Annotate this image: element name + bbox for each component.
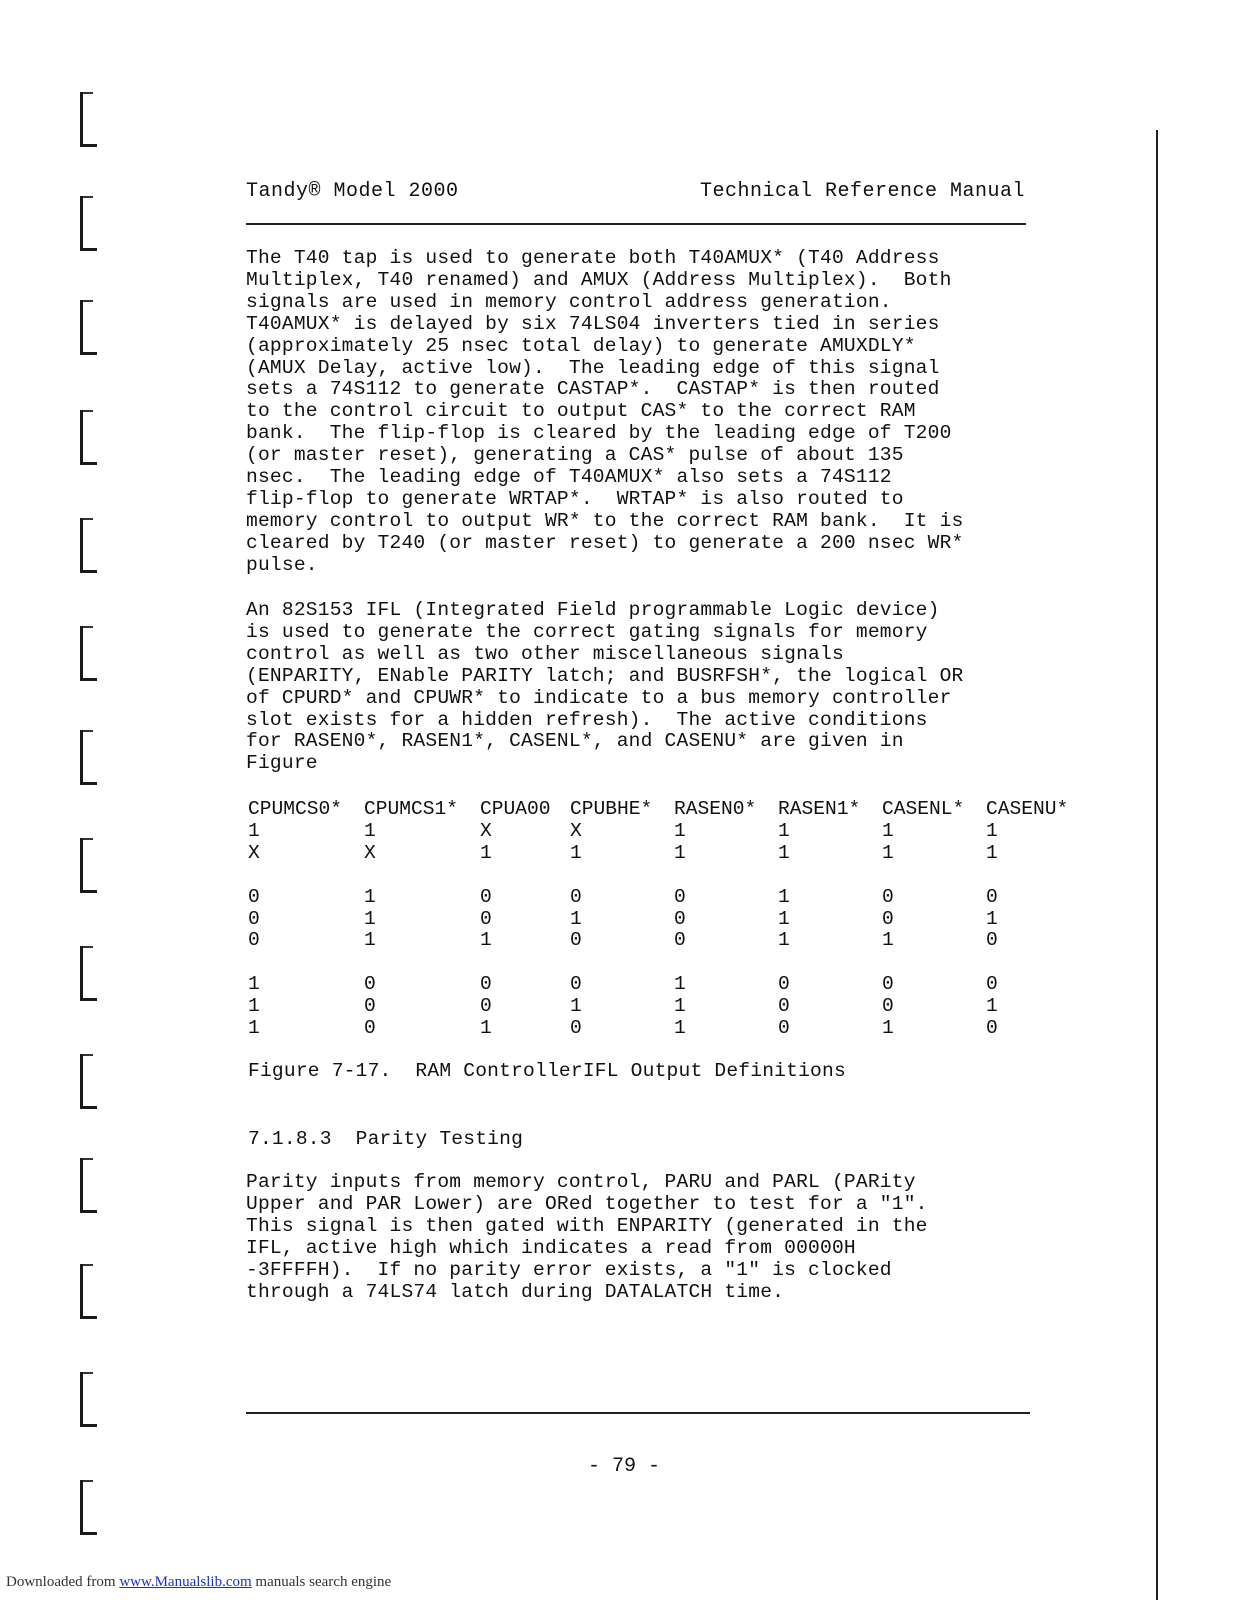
table-cell: 0	[986, 929, 998, 952]
table-cell: 0	[570, 929, 582, 952]
binding-mark	[80, 1054, 97, 1109]
table-cell: 0	[248, 929, 260, 952]
table-cell: 0	[986, 1017, 998, 1040]
manualslib-link[interactable]: www.Manualslib.com	[119, 1574, 252, 1590]
table-cell: 1	[248, 1017, 260, 1040]
table-cell: 1	[248, 819, 260, 842]
header-title: Tandy® Model 2000	[246, 180, 459, 203]
table-cell: 0	[570, 973, 582, 996]
column-header: CPUBHE*	[570, 798, 653, 820]
table-cell: 1	[986, 907, 998, 930]
column-header: RASEN1*	[778, 798, 861, 820]
table-row	[248, 909, 1086, 931]
table-cell: X	[248, 841, 260, 864]
table-cell: X	[480, 819, 492, 842]
table-cell: 0	[674, 929, 686, 952]
binding-mark	[80, 196, 97, 251]
table-cell: 1	[364, 819, 376, 842]
column-header: CPUA00	[480, 798, 551, 820]
download-footer	[6, 1574, 391, 1591]
table-cell: 0	[778, 1017, 790, 1040]
binding-mark	[80, 838, 97, 893]
table-cell: 1	[674, 995, 686, 1018]
table-cell: 0	[480, 995, 492, 1018]
table-cell: 1	[674, 841, 686, 864]
table-cell: 0	[882, 885, 894, 908]
table-cell: 1	[674, 973, 686, 996]
table-cell: 1	[570, 841, 582, 864]
paragraph-t40-tap: The T40 tap is used to generate both T40AMUX* (T40 Address Multiplex, T40 renamed) and AMUX (Address Multiplex). Both signals are used in memory control address generation. T40AMUX* is delayed by six 74LS04 inverters tied in series (approximately 25 nsec total delay) to generate AMUXDLY* (AMUX Delay, active low). The leading edge of this signal sets a 74S112 to generate CASTAP*. CASTAP* is then routed to the control circuit to output CAS* to the correct RAM bank. The flip-flop is cleared by the leading edge of T200 (or master reset), generating a CAS* pulse of about 135 nsec. The leading edge of T40AMUX* also sets a 74S112 flip-flop to generate WRTAP*. WRTAP* is also routed to memory control to output WR* to the correct RAM bank. It is cleared by T240 (or master reset) to generate a 200 nsec WR* pulse.	[246, 247, 964, 576]
table-cell: 0	[986, 973, 998, 996]
footer-suffix: manuals search engine	[251, 1574, 392, 1590]
binding-mark	[80, 730, 97, 785]
paragraph-parity: Parity inputs from memory control, PARU and PARL (PARity Upper and PAR Lower) are ORed together to test for a "1". This signal is then gated with ENPARITY (generated in the IFL, active high which indicates a read from 00000H -3FFFFH). If no parity error exists, a "1" is clocked through a 74LS74 latch during DATALATCH time.	[246, 1171, 928, 1303]
header-manual-name: Technical Reference Manual	[700, 180, 1026, 203]
table-cell: 1	[674, 819, 686, 842]
table-cell: 1	[570, 907, 582, 930]
table-row	[248, 887, 1086, 909]
table-header-row	[248, 799, 1086, 821]
table-cell: 0	[248, 885, 260, 908]
table-cell: 0	[882, 995, 894, 1018]
table-cell: 1	[778, 819, 790, 842]
table-cell: 1	[674, 1017, 686, 1040]
page-number: - 79 -	[588, 1455, 661, 1478]
table-cell: 1	[986, 819, 998, 842]
figure-caption: Figure 7-17. RAM ControllerIFL Output Definitions	[248, 1060, 846, 1082]
table-cell: 1	[778, 907, 790, 930]
binding-mark	[80, 946, 97, 1001]
ifl-output-table	[248, 799, 1086, 1040]
table-cell: 0	[674, 907, 686, 930]
table-cell: 0	[570, 885, 582, 908]
binding-mark	[80, 1158, 97, 1213]
table-cell: X	[364, 841, 376, 864]
column-header: CASENL*	[882, 798, 965, 820]
table-cell: 0	[570, 1017, 582, 1040]
table-cell: 1	[480, 1017, 492, 1040]
table-cell: 0	[882, 973, 894, 996]
table-row	[248, 821, 1086, 843]
table-row	[248, 1018, 1086, 1040]
binding-mark	[80, 410, 97, 465]
table-cell: 0	[364, 1017, 376, 1040]
table-spacer-row	[248, 865, 1086, 887]
table-cell: 1	[882, 929, 894, 952]
table-cell: X	[570, 819, 582, 842]
binding-mark	[80, 1480, 97, 1535]
section-heading: 7.1.8.3 Parity Testing	[248, 1128, 524, 1150]
binding-mark	[80, 626, 97, 681]
table-cell: 0	[480, 973, 492, 996]
table-cell: 1	[986, 995, 998, 1018]
table-cell: 0	[364, 973, 376, 996]
table-cell: 1	[480, 841, 492, 864]
table-cell: 0	[480, 885, 492, 908]
table-cell: 0	[480, 907, 492, 930]
table-cell: 1	[778, 841, 790, 864]
table-cell: 1	[248, 995, 260, 1018]
table-cell: 1	[248, 973, 260, 996]
table-cell: 1	[778, 929, 790, 952]
binding-mark	[80, 300, 97, 355]
footer-prefix: Downloaded from	[6, 1574, 120, 1590]
table-cell: 0	[882, 907, 894, 930]
table-cell: 1	[480, 929, 492, 952]
table-cell: 0	[248, 907, 260, 930]
binding-mark	[80, 518, 97, 573]
binding-mark	[80, 1372, 97, 1427]
table-cell: 0	[778, 973, 790, 996]
table-cell: 1	[778, 885, 790, 908]
table-cell: 1	[364, 907, 376, 930]
paragraph-ifl: An 82S153 IFL (Integrated Field programmable Logic device) is used to generate the correct gating signals for memory control as well as two other miscellaneous signals (ENPARITY, ENable PARITY latch; and BUSRFSH*, the logical OR of CPURD* and CPUWR* to indicate to a bus memory controller slot exists for a hidden refresh). The active conditions for RASEN0*, RASEN1*, CASENL*, and CASENU* are given in Figure	[246, 599, 964, 775]
table-cell: 1	[882, 1017, 894, 1040]
footer-rule	[246, 1412, 1030, 1414]
table-cell: 0	[674, 885, 686, 908]
column-header: CPUMCS1*	[364, 798, 459, 820]
column-header: RASEN0*	[674, 798, 757, 820]
table-row	[248, 974, 1086, 996]
table-cell: 0	[986, 885, 998, 908]
table-cell: 1	[986, 841, 998, 864]
header-rule	[246, 223, 1026, 225]
page-edge-line	[1156, 130, 1158, 1600]
table-cell: 0	[364, 995, 376, 1018]
table-cell: 1	[364, 929, 376, 952]
column-header: CPUMCS0*	[248, 798, 343, 820]
table-cell: 1	[882, 841, 894, 864]
binding-mark	[80, 1264, 97, 1319]
table-spacer-row	[248, 952, 1086, 974]
table-cell: 1	[882, 819, 894, 842]
table-cell: 1	[364, 885, 376, 908]
table-cell: 0	[778, 995, 790, 1018]
table-row	[248, 996, 1086, 1018]
table-row	[248, 843, 1086, 865]
table-cell: 1	[570, 995, 582, 1018]
table-row	[248, 930, 1086, 952]
column-header: CASENU*	[986, 798, 1069, 820]
binding-mark	[80, 92, 97, 147]
